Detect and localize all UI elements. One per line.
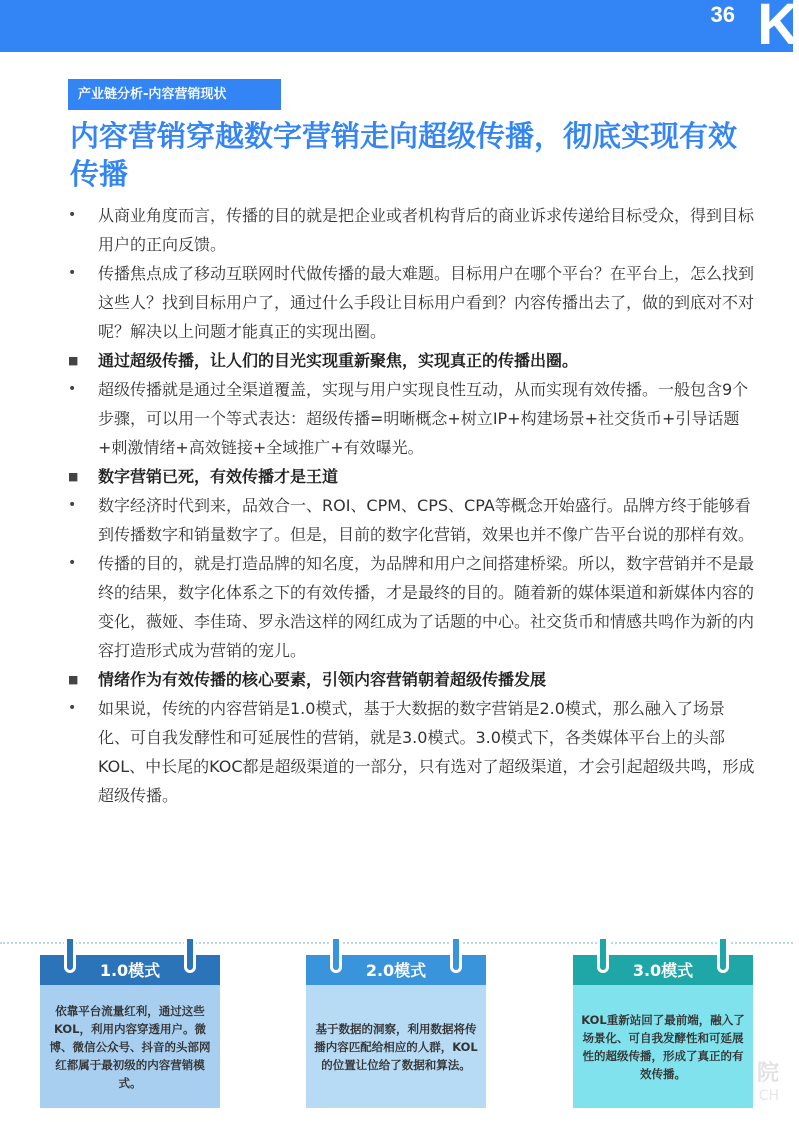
section-heading xyxy=(66,665,756,694)
mode-card-body xyxy=(573,985,753,1108)
square-bullet-icon: ■ xyxy=(68,673,79,686)
bullet-paragraph xyxy=(66,259,756,346)
bullet-paragraph xyxy=(66,375,756,462)
square-bullet-icon: ■ xyxy=(68,354,79,367)
paragraph-text: 传播的目的，就是打造品牌的知名度，为品牌和用户之间搭建桥梁。所以，数字营销并不是最终的结果，数字化体系之下的有效传播，才是最终的目的。随着新的媒体渠道和新媒体内容的变化，薇娅、李佳琦、罗永浩这样的网红成为了话题的中心。社交货币和情感共鸣作为新的内容打造形式成为营销的宠儿。 xyxy=(98,554,755,660)
bullet-paragraph xyxy=(66,694,756,810)
body-content xyxy=(66,201,756,810)
mode-card-text: 依靠平台流量红利，通过这些KOL，利用内容穿透用户。微博、微信公众号、抖音的头部网红都属于最初级的内容营销模式。 xyxy=(49,1003,211,1090)
mode-card-1 xyxy=(40,955,220,1108)
binder-ring-icon xyxy=(717,939,729,973)
section-heading xyxy=(66,346,756,375)
mode-card-body xyxy=(40,985,220,1108)
header-bar xyxy=(0,0,793,52)
paragraph-text: 数字经济时代到来，品效合一、ROI、CPM、CPS、CPA等概念开始盛行。品牌方终于能够看到传播数字和销量数字了。但是，目前的数字化营销，效果也并不像广告平台说的那样有效。 xyxy=(98,496,755,544)
dot-bullet-icon: • xyxy=(68,381,77,397)
binder-ring-icon xyxy=(597,939,609,973)
paragraph-text: 从商业角度而言，传播的目的就是把企业或者机构背后的商业诉求传递给目标受众，得到目标用户的正向反馈。 xyxy=(98,206,755,254)
paragraph-text: 如果说，传统的内容营销是1.0模式，基于大数据的数字营销是2.0模式，那么融入了场景化、可自我发酵性和可延展性的营销，就是3.0模式。3.0模式下，各类媒体平台上的头部KOL、中长尾的KOC都是超级渠道的一部分，只有选对了超级渠道，才会引起超级共鸣，形成超级传播。 xyxy=(98,699,755,805)
dotted-divider xyxy=(0,942,793,944)
dot-bullet-icon: • xyxy=(68,555,77,571)
bullet-paragraph xyxy=(66,549,756,665)
bullet-paragraph xyxy=(66,491,756,549)
mode-card-header xyxy=(306,955,486,985)
paragraph-text: 数字营销已死，有效传播才是王道 xyxy=(98,467,339,486)
binder-ring-icon xyxy=(184,939,196,973)
dot-bullet-icon: • xyxy=(68,265,77,281)
mode-card-text: KOL重新站回了最前端，融入了场景化、可自我发酵性和可延展性的超级传播，形成了真正的有效传播。 xyxy=(581,1012,745,1081)
square-bullet-icon: ■ xyxy=(68,470,79,483)
dot-bullet-icon: • xyxy=(68,207,77,223)
watermark: 院 xyxy=(756,1061,779,1086)
paragraph-text: 情绪作为有效传播的核心要素，引领内容营销朝着超级传播发展 xyxy=(98,670,547,689)
mode-card-header xyxy=(40,955,220,985)
binder-ring-icon xyxy=(330,939,342,973)
mode-card-header xyxy=(573,955,753,985)
binder-ring-icon xyxy=(64,939,76,973)
watermark-latin: CH xyxy=(758,1088,779,1104)
paragraph-text: 通过超级传播，让人们的目光实现重新聚焦，实现真正的传播出圈。 xyxy=(98,351,579,370)
mode-card-body xyxy=(306,985,486,1108)
binder-ring-icon xyxy=(450,939,462,973)
dot-bullet-icon: • xyxy=(68,497,77,513)
mode-card-2 xyxy=(306,955,486,1108)
section-tag: 产业链分析-内容营销现状 xyxy=(68,79,281,110)
dot-bullet-icon: • xyxy=(68,700,77,716)
logo-number: 36 xyxy=(710,2,735,27)
page-title: 内容营销穿越数字营销走向超级传播，彻底实现有效传播 xyxy=(70,119,738,191)
mode-card-title: 3.0模式 xyxy=(632,961,694,980)
mode-card-text: 基于数据的洞察，利用数据将传播内容匹配给相应的人群，KOL的位置让位给了数据和算法。 xyxy=(314,1021,478,1072)
paragraph-text: 传播焦点成了移动互联网时代做传播的最大难题。目标用户在哪个平台？在平台上，怎么找到这些人？找到目标用户了，通过什么手段让目标用户看到？内容传播出去了，做的到底对不对呢？解决以上问题才能真正的实现出圈。 xyxy=(98,264,755,341)
bullet-paragraph xyxy=(66,201,756,259)
paragraph-text: 超级传播就是通过全渠道覆盖，实现与用户实现良性互动，从而实现有效传播。一般包含9个步骤，可以用一个等式表达：超级传播=明晰概念+树立IP+构建场景+社交货币+引导话题+刺激情绪+高效链接+全域推广+有效曝光。 xyxy=(98,380,749,457)
logo-letter: K xyxy=(757,0,799,57)
mode-card-3 xyxy=(573,955,753,1108)
mode-card-title: 1.0模式 xyxy=(99,961,161,980)
mode-card-title: 2.0模式 xyxy=(365,961,427,980)
section-heading xyxy=(66,462,756,491)
